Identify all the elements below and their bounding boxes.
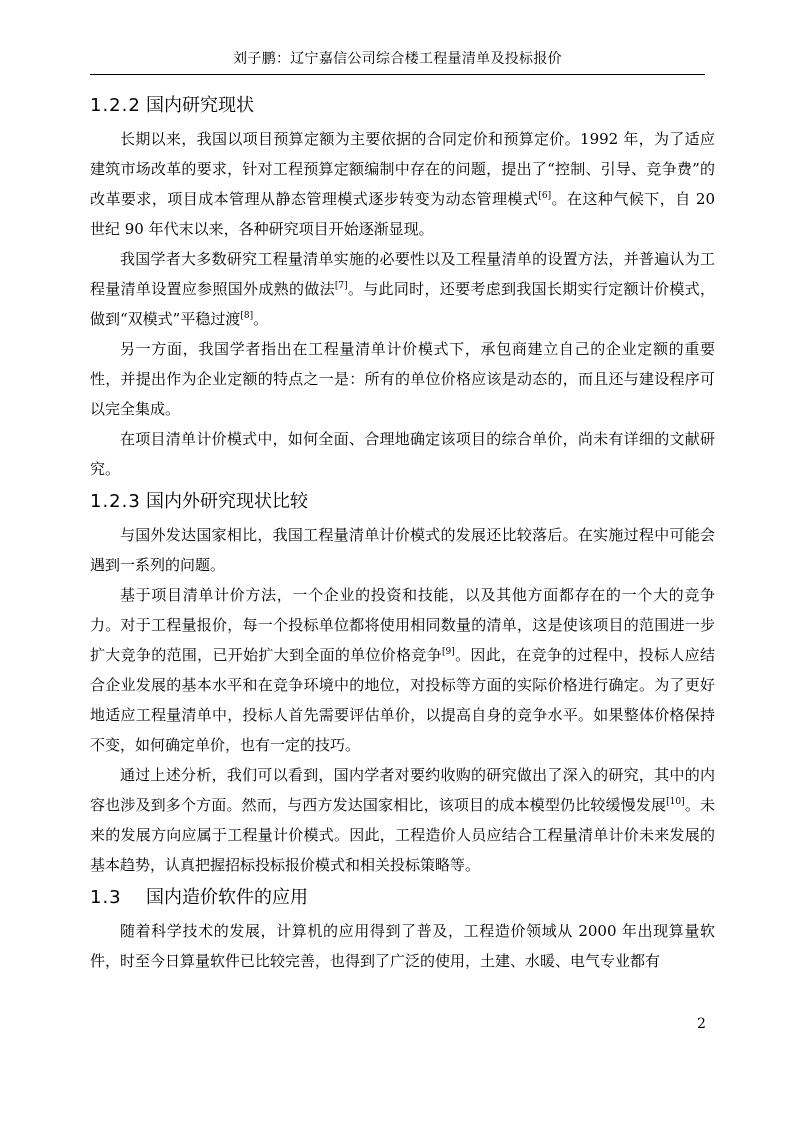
paragraph: [90, 520, 715, 580]
paragraph-text: 。: [253, 310, 269, 328]
running-header: 刘子鹏：辽宁嘉信公司综合楼工程量清单及投标报价: [233, 51, 562, 67]
paragraph-text: 长期以来，我国以项目预算定额为主要依据的合同定价和预算定价。1992 年，为了适应建筑市场改革的要求，针对工程预算定额编制中存在的问题，提出了“控制、引导、竞争费”的改革要求，项目成本管理从静态管理模式逐步转变为动态管理模式: [90, 130, 715, 208]
section-number: 1.2.2: [90, 95, 141, 116]
document-body: [90, 88, 715, 976]
section-number: 1.2.3: [90, 491, 141, 512]
paragraph: [90, 334, 715, 424]
section-title: 国内外研究现状比较: [146, 491, 308, 512]
paragraph-text: 我国学者大多数研究工程量清单实施的必要性以及工程量清单的设置方法，并普遍认为工程量清单设置应参照国外成熟的做法: [90, 250, 715, 298]
paragraph-text: 。与此同时，还要考虑到我国长期实行定额计价模式，做到“双模式”平稳过渡: [90, 280, 715, 328]
page-number: 2: [697, 1016, 706, 1032]
paragraph: [90, 424, 715, 484]
section-title: 国内研究现状: [146, 95, 254, 116]
paragraph-text: 另一方面，我国学者指出在工程量清单计价模式下，承包商建立自己的企业定额的重要性，并提出作为企业定额的特点之一是：所有的单位价格应该是动态的，而且还与建设程序可以完全集成。: [90, 340, 715, 418]
paragraph: [90, 916, 715, 976]
paragraph: [90, 760, 715, 880]
paragraph-text: 。未来的发展方向应属于工程量计价模式。因此，工程造价人员应结合工程量清单计价未来发展的基本趋势，认真把握招标投标报价模式和相关投标策略等。: [90, 796, 715, 874]
citation-ref: [6]: [538, 191, 552, 201]
paragraph: [90, 244, 715, 334]
header-rule: [90, 74, 705, 75]
paragraph-text: 。因此，在竞争的过程中，投标人应结合企业发展的基本水平和在竞争环境中的地位，对投标等方面的实际价格进行确定。为了更好地适应工程量清单中，投标人首先需要评估单价，以提高自身的竞争水平。如果整体价格保持不变，如何确定单价，也有一定的技巧。: [90, 646, 715, 754]
paragraph-text: 在项目清单计价模式中，如何全面、合理地确定该项目的综合单价，尚未有详细的文献研究。: [90, 430, 715, 478]
citation-ref: [9]: [442, 647, 455, 657]
section-number: 1.3: [90, 887, 122, 908]
paragraph-text: 。在这种气候下，自 20 世纪 90 年代末以来，各种研究项目开始逐渐显现。: [90, 190, 715, 238]
section-title: 国内造价软件的应用: [146, 887, 308, 908]
citation-ref: [10]: [666, 797, 685, 807]
paragraph-text: 与国外发达国家相比，我国工程量清单计价模式的发展还比较落后。在实施过程中可能会遇到一系列的问题。: [90, 526, 715, 574]
paragraph: [90, 580, 715, 760]
citation-ref: [7]: [334, 281, 348, 291]
paragraph-text: 随着科学技术的发展，计算机的应用得到了普及，工程造价领域从 2000 年出现算量软件，时至今日算量软件已比较完善，也得到了广泛的使用，土建、水暖、电气专业都有: [90, 922, 715, 970]
section-heading-1-3: [90, 880, 715, 916]
section-heading-1-2-2: [90, 88, 715, 124]
paragraph-text: 通过上述分析，我们可以看到，国内学者对要约收购的研究做出了深入的研究，其中的内容也涉及到多个方面。然而，与西方发达国家相比，该项目的成本模型仍比较缓慢发展: [90, 766, 715, 814]
citation-ref: [8]: [240, 311, 254, 321]
section-heading-1-2-3: [90, 484, 715, 520]
paragraph: [90, 124, 715, 244]
paragraph-text: 基于项目清单计价方法，一个企业的投资和技能，以及其他方面都存在的一个大的竞争力。对于工程量报价，每一个投标单位都将使用相同数量的清单，这是使该项目的范围进一步扩大竞争的范围，已开始扩大到全面的单位价格竞争: [90, 586, 715, 664]
